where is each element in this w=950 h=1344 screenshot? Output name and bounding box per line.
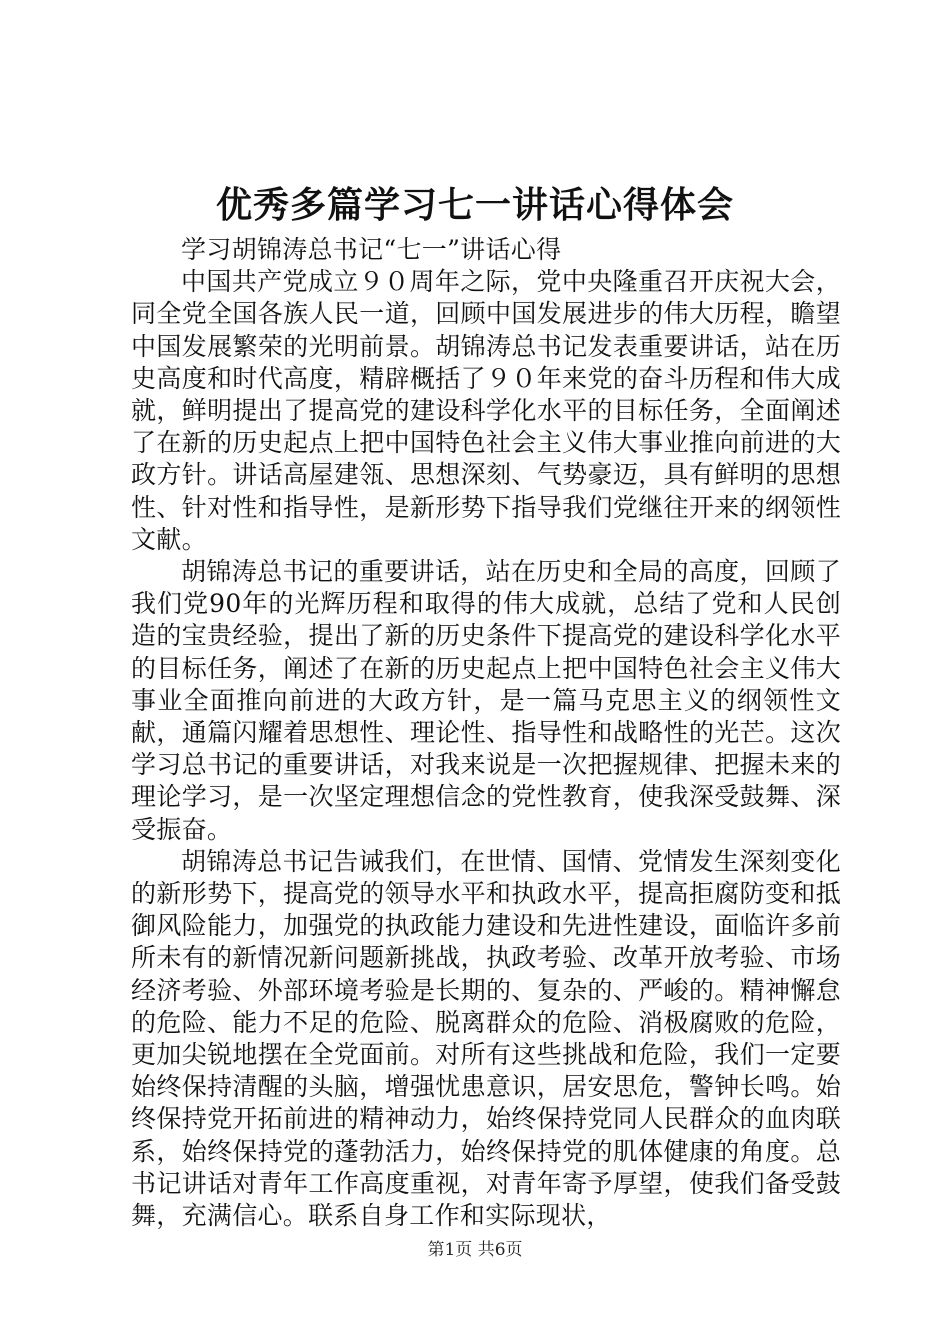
document-title: 优秀多篇学习七一讲话心得体会 xyxy=(215,185,734,226)
page-number-footer: 第1页 共6页 xyxy=(427,1240,523,1260)
paragraph: 胡锦涛总书记告诫我们，在世情、国情、党情发生深刻变化的新形势下，提高党的领导水平和执政水平，提高拒腐防变和抵御风险能力，加强党的执政能力建设和先进性建设，面临许多前所未有的新情况新问题新挑战，执政考验、改革开放考验、市场经济考验、外部环境考验是长期的、复杂的、严峻的。精神懈怠的危险、能力不足的危险、脱离群众的危险、消极腐败的危险，更加尖锐地摆在全党面前。对所有这些挑战和危险，我们一定要始终保持清醒的头脑，增强忧患意识，居安思危，警钟长鸣。始终保持党开拓前进的精神动力，始终保持党同人民群众的血肉联系，始终保持党的蓬勃活力，始终保持党的肌体健康的角度。总书记讲话对青年工作高度重视，对青年寄予厚望，使我们备受鼓舞，充满信心。联系自身工作和实际现状， xyxy=(131,846,841,1231)
paragraph: 中国共产党成立９０周年之际，党中央隆重召开庆祝大会，同全党全国各族人民一道，回顾中国发展进步的伟大历程，瞻望中国发展繁荣的光明前景。胡锦涛总书记发表重要讲话，站在历史高度和时代高度，精辟概括了９０年来党的奋斗历程和伟大成就，鲜明提出了提高党的建设科学化水平的目标任务，全面阐述了在新的历史起点上把中国特色社会主义伟大事业推向前进的大政方针。讲话高屋建瓴、思想深刻、气势豪迈，具有鲜明的思想性、针对性和指导性，是新形势下指导我们党继往开来的纲领性文献。 xyxy=(131,267,841,554)
document-body xyxy=(131,234,841,1232)
paragraph: 胡锦涛总书记的重要讲话，站在历史和全局的高度，回顾了我们党90年的光辉历程和取得的伟大成就，总结了党和人民创造的宝贵经验，提出了新的历史条件下提高党的建设科学化水平的目标任务，阐述了在新的历史起点上把中国特色社会主义伟大事业全面推向前进的大政方针，是一篇马克思主义的纲领性文献，通篇闪耀着思想性、理论性、指导性和战略性的光芒。这次学习总书记的重要讲话，对我来说是一次把握规律、把握未来的理论学习，是一次坚定理想信念的党性教育，使我深受鼓舞、深受振奋。 xyxy=(131,557,841,844)
document-subtitle: 学习胡锦涛总书记“七一”讲话心得 xyxy=(181,235,562,264)
